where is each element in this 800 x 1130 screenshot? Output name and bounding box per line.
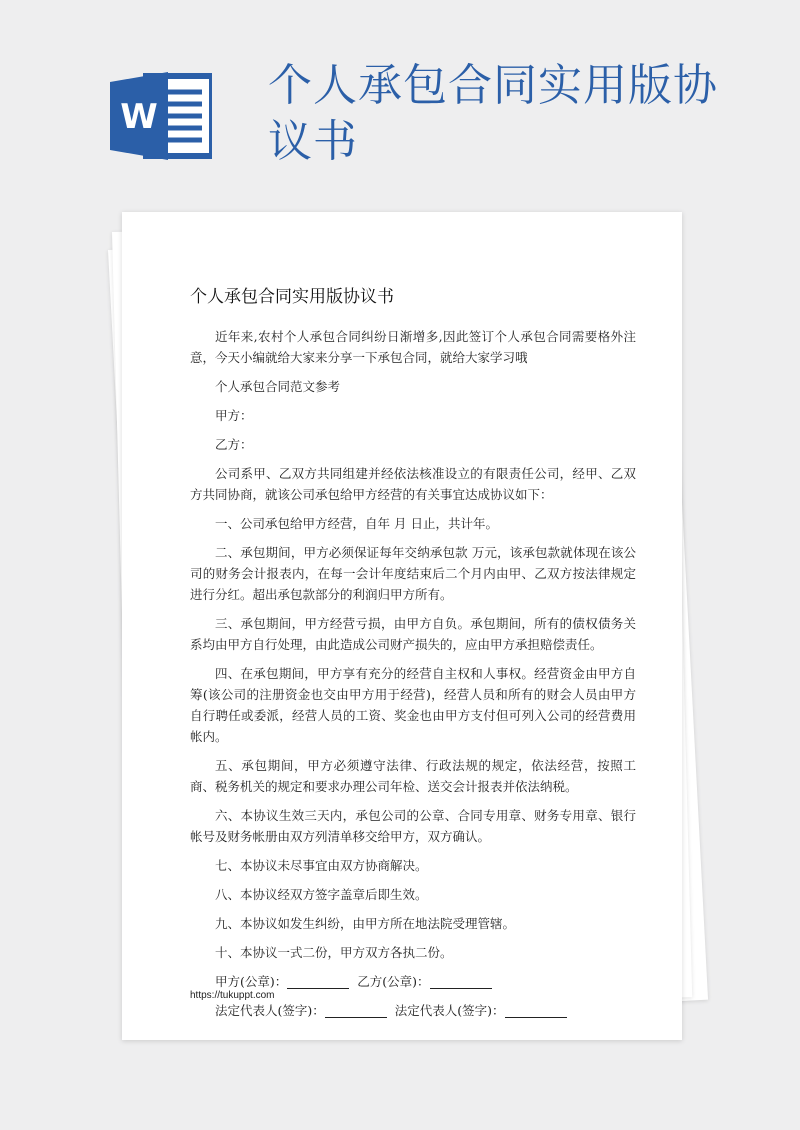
- party-b-seal-label: 乙方(公章)：: [357, 974, 430, 989]
- paragraph: 六、本协议生效三天内，承包公司的公章、合同专用章、财务专用章、银行帐号及财务帐册由双方列清单移交给甲方，双方确认。: [190, 808, 636, 844]
- party-a-seal-blank: [287, 974, 349, 989]
- word-icon-letter: W: [120, 97, 158, 137]
- party-b-representative-label: 法定代表人(签字)：: [394, 1003, 505, 1018]
- party-a-signature-blank: [325, 1003, 387, 1018]
- paragraph: 五、承包期间，甲方必须遵守法律、行政法规的规定，依法经营，按照工商、税务机关的规定和要求办理公司年检、送交会计报表并依法纳税。: [190, 758, 636, 794]
- signature-line-seal: [190, 971, 636, 992]
- party-a-representative-label: 法定代表人(签字)：: [215, 1003, 325, 1018]
- header-title: 个人承包合同实用版协议书: [268, 60, 718, 167]
- signature-line-representative: [190, 1000, 636, 1021]
- paragraph: 乙方：: [215, 437, 253, 452]
- paragraph: 十、本协议一式二份，甲方双方各执二份。: [215, 945, 453, 960]
- paragraph: 二、承包期间，甲方必须保证每年交纳承包款 万元，该承包款就体现在该公司的财务会计报表内，在每一会计年度结束后二个月内由甲、乙双方按法律规定进行分红。超出承包款部分的利润归甲方所有。: [190, 545, 636, 602]
- party-a-seal-label: 甲方(公章)：: [215, 974, 288, 989]
- paragraph: 九、本协议如发生纠纷，由甲方所在地法院受理管辖。: [215, 916, 516, 931]
- paragraph: 近年来,农村个人承包合同纠纷日渐增多,因此签订个人承包合同需要格外注意，今天小编就给大家来分享一下承包合同，就给大家学习哦: [190, 329, 636, 365]
- paragraph: 甲方：: [215, 408, 253, 423]
- paragraph: 八、本协议经双方签字盖章后即生效。: [215, 887, 428, 902]
- document-page: [122, 212, 682, 1040]
- footer-url: https://tukuppt.com: [190, 990, 275, 1001]
- party-b-seal-blank: [430, 974, 492, 989]
- paragraph: 七、本协议未尽事宜由双方协商解决。: [215, 858, 428, 873]
- document-body: [190, 326, 636, 1029]
- document-title: 个人承包合同实用版协议书: [190, 287, 394, 307]
- paragraph: 四、在承包期间，甲方享有充分的经营自主权和人事权。经营资金由甲方自筹(该公司的注册资金也交由甲方用于经营)，经营人员和所有的财会人员由甲方自行聘任或委派，经营人员的工资、奖金也由甲方支付但可列入公司的经营费用帐内。: [190, 666, 636, 744]
- paragraph: 公司系甲、乙双方共同组建并经依法核准设立的有限责任公司，经甲、乙双方共同协商，就该公司承包给甲方经营的有关事宜达成协议如下：: [190, 466, 636, 502]
- paragraph: 一、公司承包给甲方经营，自年 月 日止，共计年。: [215, 516, 498, 531]
- party-b-signature-blank: [505, 1003, 567, 1018]
- word-document-icon: [110, 72, 212, 160]
- paragraph: 个人承包合同范文参考: [215, 379, 341, 394]
- paragraph: 三、承包期间，甲方经营亏损，由甲方自负。承包期间，所有的债权债务关系均由甲方自行处理，由此造成公司财产损失的，应由甲方承担赔偿责任。: [190, 616, 636, 652]
